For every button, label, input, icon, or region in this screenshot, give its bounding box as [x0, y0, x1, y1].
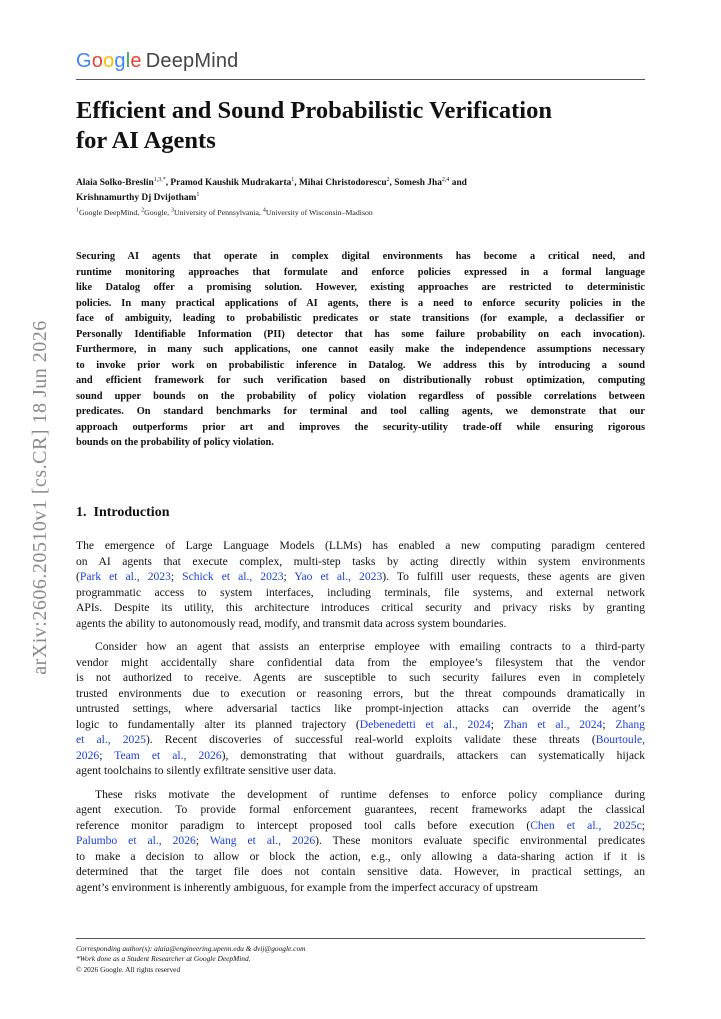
body-text-run: Consider how an agent that assists an enterprise employee with emailing contracts to a third-party [95, 640, 645, 653]
body-line [76, 701, 645, 717]
paragraph-gap [76, 779, 645, 787]
author-separator: , [165, 178, 171, 188]
footnote-line: © 2026 Google. All rights reserved [76, 964, 181, 974]
affil-mark: 3 [171, 207, 175, 214]
author-name: Mihai Christodorescu [298, 178, 387, 188]
author-affil-mark: 1,3,* [153, 176, 166, 183]
body-text-run: vendor might accidentally share confidential data from the employee’s filesystem that the vendor [76, 655, 645, 669]
body-line [76, 748, 645, 764]
author-separator: , [389, 178, 395, 188]
author-line [76, 191, 645, 206]
abstract-line: runtime monitoring approaches that formulate and enforce policies expressed in a formal language [76, 266, 645, 278]
body-text [76, 538, 645, 895]
paper-title [76, 96, 645, 156]
abstract-line: face of ambiguity, leading to probabilistic predicates or state transitions (for example, a declassifier or [76, 313, 645, 324]
body-text-run: programmatic access to system interfaces, including terminals, file systems, and external network [76, 585, 645, 599]
citation-link[interactable]: Park et al., 2023 [79, 570, 171, 583]
author-name: Somesh Jha [394, 178, 442, 188]
citation-link[interactable]: Zhan et al., 2024 [503, 717, 603, 731]
abstract-line: Furthermore, in many such applications, one cannot easily make the independence assumptions necessary [76, 344, 645, 355]
footnote-line: *Work done as a Student Researcher at Google DeepMind. [76, 954, 251, 964]
body-line [76, 849, 645, 865]
body-text-run: ; [170, 570, 183, 583]
citation-link[interactable]: Team et al., 2026 [114, 748, 222, 762]
footnote-rule [76, 938, 645, 939]
body-text-run: agent execution. To provide formal enforcement guarantees, recent frameworks adapt the classical [76, 803, 645, 816]
body-line [76, 864, 645, 880]
citation-link[interactable]: Debenedetti et al., 2024 [359, 717, 491, 731]
author-list [76, 176, 645, 205]
body-line [76, 554, 645, 570]
affil-mark: 4 [262, 207, 266, 214]
body-line [76, 585, 645, 601]
abstract [76, 249, 645, 451]
affil-text: University of Wisconsin–Madison [265, 208, 373, 217]
citation-link[interactable]: Wang et al., 2026 [209, 834, 316, 847]
body-line [76, 732, 645, 748]
header-rule [76, 79, 645, 80]
abstract-line: Securing AI agents that operate in complex digital environments has become a critical need, and [76, 251, 645, 262]
citation-link[interactable]: 2026 [76, 748, 100, 762]
body-text-run: agent toolchains to silently exfiltrate sensitive user data. [76, 764, 337, 777]
body-text-run: ; [641, 818, 645, 832]
author-affil-mark: 2,4 [441, 176, 450, 183]
body-line [76, 686, 645, 702]
body-text-run: ; [490, 717, 504, 731]
title-line: Efficient and Sound Probabilistic Verification [76, 97, 552, 124]
body-text-run: trusted environments due to execution or reasoning errors, but the threat compounds dramatically in [76, 686, 645, 700]
body-text-run: The emergence of Large Language Models (LLMs) has enabled a new computing paradigm centered [76, 539, 645, 552]
body-line [76, 639, 645, 655]
citation-link[interactable]: et al., 2025 [76, 733, 146, 746]
body-text-run: on AI agents that execute complex, multi-step tasks by acting directly within system environments [76, 554, 645, 568]
body-text-run: agents the ability to autonomously read, modify, and transmit data across system boundaries. [76, 616, 507, 630]
author-line [76, 176, 645, 191]
body-line [76, 655, 645, 671]
arxiv-stamp: arXiv:2606.20510v1 [cs.CR] 18 Jun 2026 [28, 320, 51, 675]
author-affil-mark: 1 [291, 176, 295, 183]
body-line [76, 802, 645, 818]
abstract-line: to invoke prior work on probabilistic inference in Datalog. We address this by introducing a sound [76, 359, 645, 371]
body-text-run: determined that the target file does not contain sensitive data. However, in practical settings, an [76, 865, 645, 878]
body-text-run: ; [195, 834, 210, 847]
google-deepmind-logo: Google DeepMind [76, 50, 239, 72]
affiliations [76, 208, 373, 217]
affil-mark: 2 [141, 207, 145, 214]
abstract-line: sound upper bounds on the probability of policy violation regardless of possible correlations between [76, 390, 645, 402]
body-text-run: ), demonstrating that without guardrails, attackers can systematically hijack [221, 748, 645, 762]
body-line [76, 670, 645, 686]
abstract-line: policies. In many practical applications of AI agents, there is a need to enforce security policies in the [76, 297, 645, 309]
title-line: for AI Agents [76, 127, 216, 154]
body-line [76, 787, 645, 803]
abstract-line: approach outperforms prior art and improves the security-utility trade-off while ensuring rigorous [76, 421, 645, 433]
body-text-run: These risks motivate the development of runtime defenses to enforce policy compliance during [95, 787, 645, 801]
author-name: Krishnamurthy Dj Dvijotham [76, 192, 197, 203]
body-text-run: to make a decision to allow or block the action, e.g., only allowing a data-sharing action if it is [76, 849, 645, 863]
body-line [76, 616, 645, 632]
citation-link[interactable]: Chen et al., 2025c [530, 818, 642, 832]
citation-link[interactable]: Palumbo et al., 2026 [76, 834, 196, 847]
author-name: Pramod Kaushik Mudrakarta [170, 178, 292, 188]
abstract-line: Personally Identifiable Information (PII) detector that has some failure probability on each invocation). [76, 328, 645, 340]
body-text-run: APIs. Despite its utility, this architecture introduces critical security and privacy risks by granting [76, 601, 645, 614]
body-text-run: ). These monitors evaluate specific environmental predicates [315, 834, 646, 847]
citation-link[interactable]: Schick et al., 2023 [182, 570, 284, 583]
body-line [76, 717, 645, 733]
abstract-line: and efficient framework for such verification based on distributionally robust optimization, computing [76, 375, 645, 386]
footnotes [76, 944, 305, 975]
abstract-line: bounds on the probability of policy violation. [76, 437, 274, 448]
body-text-run: untrusted settings, where adversarial tactics like prompt-injection attacks can override the agent’s [76, 702, 645, 715]
author-name: Alaia Solko-Breslin [76, 178, 154, 188]
body-text-run: ; [283, 570, 295, 583]
author-separator: and [449, 178, 467, 188]
affil-mark: 1 [76, 207, 79, 214]
body-line [76, 763, 645, 779]
body-text-run: logic to fundamentally alter its planned trajectory ( [76, 717, 360, 731]
author-affil-mark: 1 [196, 191, 200, 198]
abstract-line: predicates. On standard benchmarks for terminal and tool calling agents, we demonstrate that our [76, 406, 645, 417]
body-text-run: agent’s environment is inherently ambiguous, for example from the imperfect accuracy of upstream [76, 880, 538, 894]
affil-text: Google DeepMind, [79, 208, 142, 217]
body-text-run: ; [602, 717, 616, 731]
body-text-run: reference monitor paradigm to intercept proposed tool calls before execution ( [76, 818, 531, 832]
body-line [76, 600, 645, 616]
body-text-run: ). Recent discoveries of successful real-world exploits validate these threats ( [145, 733, 596, 746]
paragraph-gap [76, 631, 645, 639]
citation-link[interactable]: Bourtoule, [595, 733, 645, 746]
section-heading: 1. Introduction [76, 505, 170, 520]
body-line [76, 538, 645, 554]
body-line [76, 833, 645, 849]
affil-text: University of Pennsylvania, [174, 208, 263, 217]
body-line [76, 818, 645, 834]
body-text-run: ( [76, 570, 80, 583]
citation-link[interactable]: Yao et al., 2023 [294, 570, 383, 583]
body-line [76, 880, 645, 896]
body-text-run: ). To fulfill user requests, these agents are given [382, 570, 645, 583]
body-text-run: is not authorized to receive. Agents are susceptible to such security failures even in completely [76, 671, 645, 684]
body-text-run: ; [99, 748, 115, 762]
citation-link[interactable]: Zhang [615, 717, 645, 731]
affil-text: Google, [144, 208, 172, 217]
abstract-line: like Datalog offer a promising solution. However, existing approaches are restricted to deterministic [76, 282, 645, 293]
author-affil-mark: 2 [386, 176, 390, 183]
body-line [76, 569, 645, 585]
footnote-line: Corresponding author(s): alaia@engineering.upenn.edu & dvij@google.com [76, 944, 306, 953]
author-separator: , [294, 178, 299, 188]
